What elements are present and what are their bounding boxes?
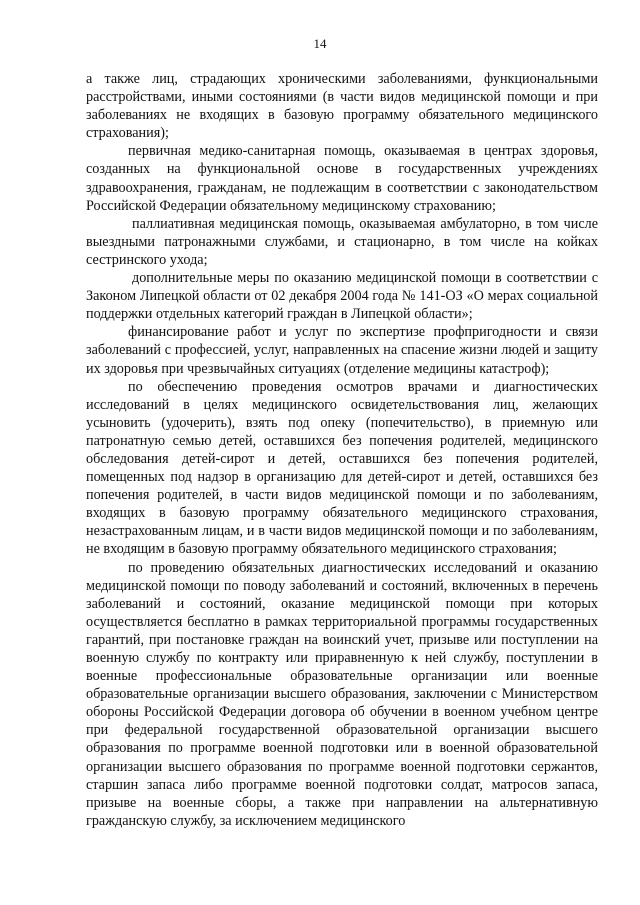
document-body bbox=[86, 70, 598, 830]
paragraph-palliative-care: паллиативная медицинская помощь, оказываемая амбулаторно, в том числе выездными патронажными службами, и стационарно, в том числе на койках сестринского ухода; bbox=[86, 215, 598, 268]
paragraph-examinations: по обеспечению проведения осмотров врачами и диагностических исследований в целях медицинского освидетельствования лиц, желающих усыновить (удочерить), взять под опеку (попечительство), в приемную или патронатную семью детей, оставшихся без попечения родителей, медицинского обследования детей-сирот и детей, оставшихся без попечения родителей, помещенных под надзор в организацию для детей-сирот и детей, оставшихся без попечения родителей, в части видов медицинской помощи и по заболеваниям, входящих в базовую программу обязательного медицинского страхования, незастрахованным лицам, и в части видов медицинской помощи и по заболеваниям, не входящим в базовую программу обязательного медицинского страхования; bbox=[86, 378, 598, 558]
paragraph-additional-measures: дополнительные меры по оказанию медицинской помощи в соответствии с Законом Липецкой области от 02 декабря 2004 года № 141-ОЗ «О мерах социальной поддержки отдельных категорий граждан в Липецкой области»; bbox=[86, 270, 598, 323]
paragraph-diagnostics: по проведению обязательных диагностических исследований и оказанию медицинской помощи по поводу заболеваний и состояний, включенных в перечень заболеваний и состояний, оказание медицинской помощи при которых осуществляется бесплатно в рамках территориальной программы государственных гарантий, при постановке граждан на воинский учет, призыве или поступлении на военную службу по контракту или приравненную к ней службу, поступлении в военные профессиональные образовательные организации или военные образовательные организации высшего образования, заключении с Министерством обороны Российской Федерации договора об обучении в военном учебном центре при федеральной государственной образовательной организации высшего образования по программе военной подготовки или в военной образовательной организации высшего образования по программе военной подготовки сержантов, старшин запаса либо программе военной подготовки солдат, матросов запаса, призыве на военные сборы, а также при направлении на альтернативную гражданскую службу, за исключением медицинского bbox=[86, 559, 598, 829]
page-number: 14 bbox=[313, 36, 327, 51]
paragraph-primary-care: первичная медико-санитарная помощь, оказываемая в центрах здоровья, созданных на функциональной основе в государственных учреждениях здравоохранения, гражданам, не подлежащим в соответствии с законодательством Российской Федерации обязательному медицинскому страхованию; bbox=[86, 143, 598, 214]
paragraph-continuation: а также лиц, страдающих хроническими заболеваниями, функциональными расстройствами, иными состояниями (в части видов медицинской помощи и при заболеваниях не входящих в базовую программу обязательного медицинского страхования); bbox=[86, 71, 598, 142]
paragraph-financing: финансирование работ и услуг по экспертизе профпригодности и связи заболеваний с профессией, услуг, направленных на спасение жизни людей и защиту их здоровья при чрезвычайных ситуациях (отделение медицины катастроф); bbox=[86, 324, 598, 377]
